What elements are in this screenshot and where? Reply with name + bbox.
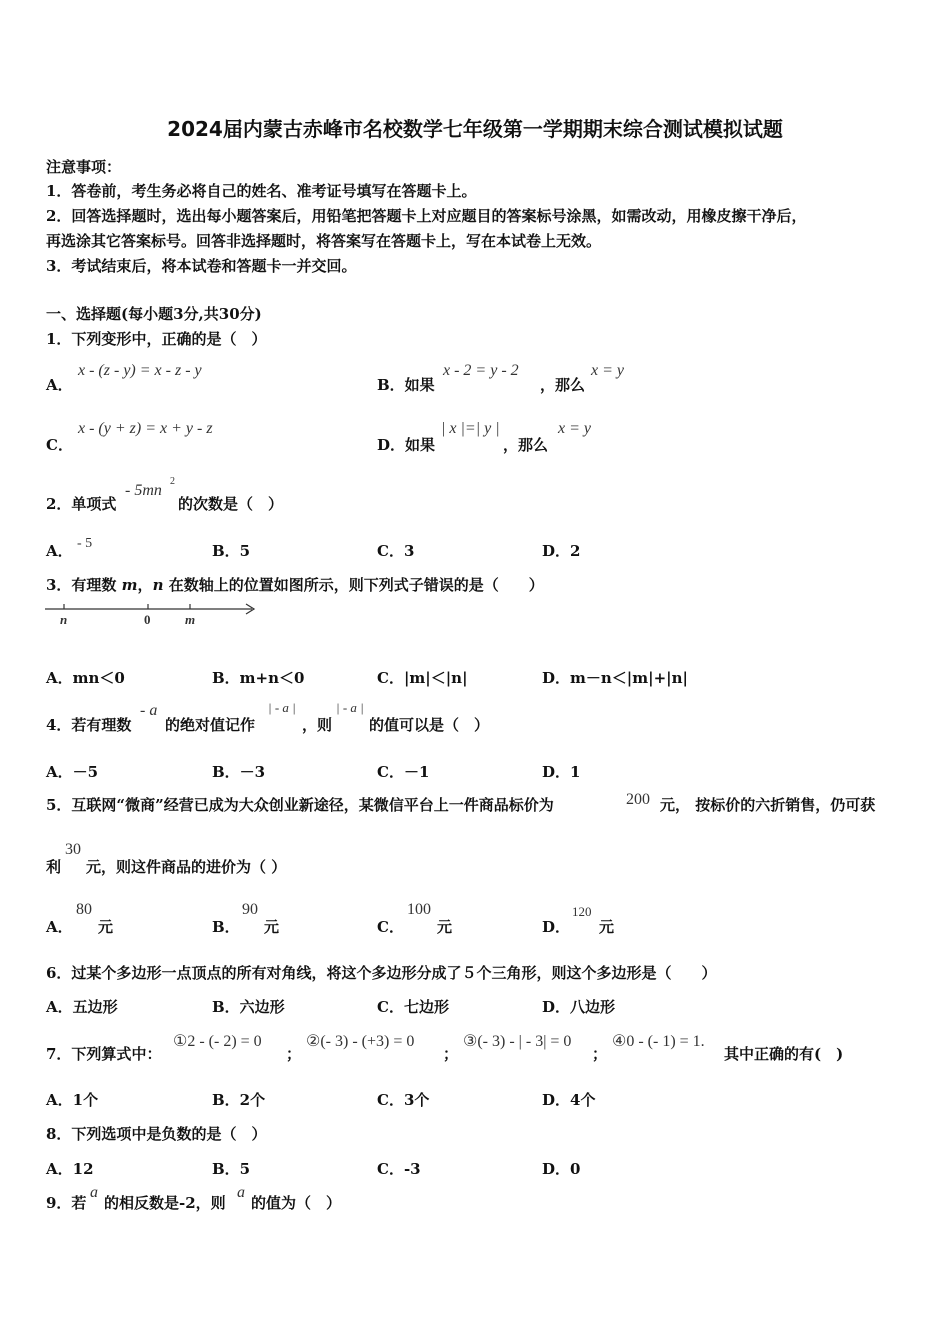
option-unit: 元 (98, 918, 114, 936)
math-superscript: 2 (170, 476, 175, 487)
option-text: B．－3 (212, 763, 266, 781)
question-5-stem: 5．互联网“微商”经营已成为大众创业新途径，某微信平台上一件商品标价为 (46, 796, 554, 814)
option-text: D．0 (542, 1160, 581, 1178)
math-expression: - 5 (77, 536, 93, 551)
option-text: C．3个 (377, 1091, 430, 1109)
notice-item: 3．考试结束后，将本试卷和答题卡一并交回。 (46, 257, 357, 275)
question-3-stem: 3．有理数 m，n 在数轴上的位置如图所示，则下列式子错误的是（ ） (46, 576, 544, 594)
question-4-text: 的绝对值记作 (165, 716, 256, 734)
option-label: A． (46, 376, 73, 394)
math-expression: x - 2 = y - 2 (443, 362, 519, 379)
notice-heading: 注意事项： (46, 158, 122, 176)
math-expression: ②(- 3) - (+3) = 0 (306, 1033, 415, 1050)
option-number: 80 (76, 901, 92, 918)
math-expression: ③(- 3) - | - 3| = 0 (463, 1033, 572, 1050)
question-2-text: 的次数是（ ） (178, 495, 284, 513)
question-7-stem: 7．下列算式中： (46, 1045, 162, 1063)
math-variable: a (237, 1184, 245, 1201)
option-text: A．12 (46, 1160, 94, 1178)
option-text: A．－5 (46, 763, 99, 781)
math-expression: | - a | (336, 700, 364, 715)
option-label: B． (212, 918, 240, 936)
question-4-text: 的值可以是（ ） (369, 716, 490, 734)
notice-item: 再选涂其它答案标号。回答非选择题时，将答案写在答题卡上，写在本试卷上无效。 (46, 232, 602, 250)
option-label: D． (542, 918, 571, 936)
option-text: B．2个 (212, 1091, 266, 1109)
math-expression: x = y (591, 362, 624, 379)
option-number: 120 (572, 904, 592, 919)
section-heading: 一、选择题(每小题3分,共30分) (46, 305, 262, 323)
math-variable: a (90, 1184, 98, 1201)
question-9-text: 的相反数是-2，则 (104, 1194, 226, 1212)
price-value: 200 (626, 791, 650, 808)
math-expression: x - (y + z) = x + y - z (78, 420, 213, 437)
option-text: D．1 (542, 763, 581, 781)
option-unit: 元 (264, 918, 280, 936)
option-number: 90 (242, 901, 258, 918)
notice-item: 1．答卷前，考生务必将自己的姓名、准考证号填写在答题卡上。 (46, 182, 477, 200)
question-9-stem: 9．若 (46, 1194, 87, 1212)
question-5-text: 利 (46, 858, 62, 876)
question-5-text: 元， 按标价的六折销售，仍可获 (660, 796, 876, 814)
question-4-text: ，则 (302, 716, 333, 734)
option-number: 100 (407, 901, 431, 918)
option-text: B．5 (212, 542, 251, 560)
option-label: C． (46, 436, 73, 454)
number-line (40, 598, 265, 628)
option-unit: 元 (599, 918, 615, 936)
option-text: ，那么 (503, 436, 549, 454)
profit-value: 30 (65, 841, 81, 858)
question-8-stem: 8．下列选项中是负数的是（ ） (46, 1125, 267, 1143)
question-5-text: 元，则这件商品的进价为（ ） (86, 858, 287, 876)
question-2-stem: 2．单项式 (46, 495, 117, 513)
math-expression: - 5mn (125, 482, 162, 499)
separator: ； (443, 1045, 459, 1063)
option-label: A． (46, 918, 73, 936)
notice-item: 2．回答选择题时，选出每小题答案后，用铅笔把答题卡上对应题目的答案标号涂黑，如需改动，用橡皮擦干净后， (46, 207, 807, 225)
math-expression: x - (z - y) = x - z - y (78, 362, 202, 379)
axis-label-m: m (185, 612, 196, 627)
math-expression: x = y (558, 420, 591, 437)
axis-label-n: n (60, 612, 68, 627)
option-text: B．六边形 (212, 998, 285, 1016)
question-1-stem: 1．下列变形中，正确的是（ ） (46, 330, 267, 348)
option-text: ，那么 (540, 376, 586, 394)
option-text: C．|m|＜|n| (377, 669, 468, 687)
math-expression: ④0 - (- 1) = 1. (612, 1033, 705, 1050)
option-text: D．2 (542, 542, 581, 560)
option-unit: 元 (437, 918, 453, 936)
option-text: A．mn＜0 (46, 669, 125, 687)
option-text: A．五边形 (46, 998, 118, 1016)
option-text: B．5 (212, 1160, 251, 1178)
option-label: C． (377, 918, 404, 936)
separator: ； (286, 1045, 302, 1063)
option-label: A． (46, 542, 73, 560)
option-label: D．如果 (377, 436, 436, 454)
math-expression: | x |=| y | (441, 420, 500, 437)
option-text: D．m－n＜|m|+|n| (542, 669, 688, 687)
question-9-text: 的值为（ ） (251, 1194, 342, 1212)
question-7-text: 其中正确的有( ) (724, 1045, 844, 1063)
option-text: A．1个 (46, 1091, 99, 1109)
question-6-stem: 6．过某个多边形一点顶点的所有对角线，将这个多边形分成了５个三角形，则这个多边形是（ ） (46, 964, 717, 982)
option-text: C．七边形 (377, 998, 449, 1016)
math-expression: ①2 - (- 2) = 0 (173, 1033, 262, 1050)
separator: ； (592, 1045, 608, 1063)
option-text: D．八边形 (542, 998, 616, 1016)
math-expression: | - a | (268, 700, 296, 715)
math-expression: - a (140, 702, 158, 719)
axis-label-zero: 0 (144, 612, 151, 627)
option-text: B．m+n＜0 (212, 669, 305, 687)
option-text: D．4个 (542, 1091, 596, 1109)
option-label: B．如果 (377, 376, 435, 394)
option-text: C．-3 (377, 1160, 421, 1178)
option-text: C．－1 (377, 763, 430, 781)
option-text: C．3 (377, 542, 415, 560)
question-4-stem: 4．若有理数 (46, 716, 132, 734)
page-title: 2024届内蒙古赤峰市名校数学七年级第一学期期末综合测试模拟试题 (167, 117, 783, 141)
